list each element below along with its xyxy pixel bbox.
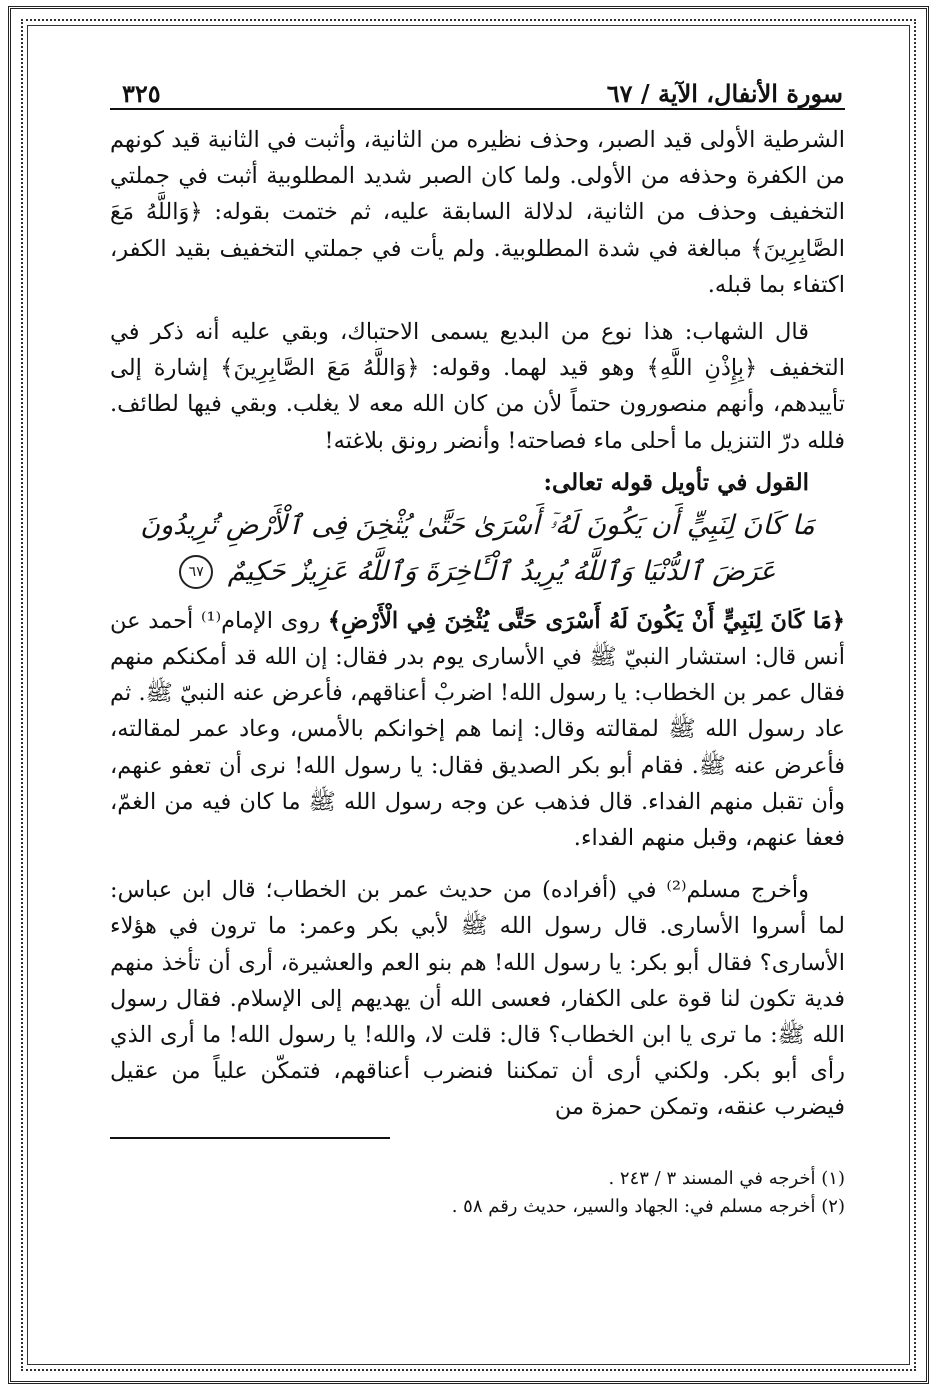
paragraph-1: الشرطية الأولى قيد الصبر، وحذف نظيره من الثانية، وأثبت في الثانية قيد كونهم من الكفرة وحذفه من الأولى. ولما كان الصبر شديد المطلوبية أثبت في جملتي التخفيف وحذف من الثانية، لدلالة السابقة عليه، ثم ختمت بقوله: ﴿وَاللَّهُ مَعَ الصَّابِرِينَ﴾ مبالغة في شدة المطلوبية. ولم يأت في جملتي التخفيف بقيد الكفر، اكتفاء بما قبله. [110, 127, 845, 298]
verse-quote: ﴿مَا كَانَ لِنَبِيٍّ أَنْ يَكُونَ لَهُ أَسْرَى حَتَّى يُثْخِنَ فِي الْأَرْضِ﴾ [327, 607, 845, 634]
ayah-number-badge: ٦٧ [179, 555, 213, 589]
footnote-2: (٢) أخرجه مسلم في: الجهاد والسير، حديث رقم ٥٨ . [451, 1196, 845, 1217]
paragraph-2: قال الشهاب: هذا نوع من البديع يسمى الاحتباك، وبقي عليه أنه ذكر في التخفيف ﴿بِإِذْنِ اللَّهِ﴾ وهو قيد لهما. وقوله: ﴿وَاللَّهُ مَعَ الصَّابِرِينَ﴾ إشارة إلى تأييدهم، وأنهم منصورون حتماً لأن من كان الله معه لا يغلب. وبقي فيها لطائف. فلله درّ التنزيل ما أحلى ماء فصاحته! وأنضر رونق بلاغته! [110, 319, 845, 454]
section-heading: القول في تأويل قوله تعالى: [543, 468, 809, 496]
footnote-area [110, 0, 845, 1390]
footnote-separator [110, 1137, 390, 1139]
footnotes [110, 1165, 845, 1221]
verse-text: مَا كَانَ لِنَبِيٍّ أَن يَكُونَ لَهُۥٓ أَسْرَىٰ حَتَّىٰ يُثْخِنَ فِى ٱلْأَرْضِ تُرِيدُونَ عَرَضَ ٱلدُّنْيَا وَٱللَّهُ يُرِيدُ ٱلْـَٔاخِرَةَ وَٱللَّهُ عَزِيزٌ حَكِيمٌ [140, 509, 815, 587]
footnote-1: (١) أخرجه في المسند ٣ / ٢٤٣ . [608, 1168, 845, 1189]
paragraph-4: وأخرج مسلم⁽²⁾ في (أفراده) من حديث عمر بن الخطاب؛ قال ابن عباس: لما أسروا الأسارى. قال رسول الله ﷺ لأبي بكر وعمر: ما ترون في هؤلاء الأسارى؟ فقال أبو بكر: يا رسول الله! هم بنو العم والعشيرة، أرى أن تأخذ منهم فدية تكون لنا قوة على الكفار، فعسى الله أن يهديهم إلى الإسلام. فقال رسول الله ﷺ: ما ترى يا ابن الخطاب؟ قال: قلت لا، والله! يا رسول الله! ما أرى الذي رأى أبو بكر. ولكني أرى أن تمكننا فنضرب أعناقهم، فتمكّن علياً من عقيل فيضرب عنقه، وتمكن حمزة من [110, 877, 845, 1121]
page-number: ٣٢٥ [122, 79, 161, 108]
surah-title: سورة الأنفال، الآية / ٦٧ [606, 79, 843, 108]
paragraph-3-text: روى الإمام⁽¹⁾ أحمد عن أنس قال: استشار النبيّ ﷺ في الأسارى يوم بدر فقال: إن الله قد أمكنكم منهم فقال عمر بن الخطاب: يا رسول الله! اضربْ أعناقهم، فأعرض عنه النبيّ ﷺ. ثم عاد رسول الله ﷺ لمقالته وقال: إنما هم إخوانكم بالأمس، وعاد عمر لمقالته، فأعرض عنه ﷺ. فقام أبو بكر الصديق فقال: يا رسول الله! نرى أن تعفو عنهم، وأن تقبل منهم الفداء. قال فذهب عن وجه رسول الله ﷺ ما كان فيه من الغمّ، فعفا عنهم، وقبل منهم الفداء. [110, 607, 845, 852]
